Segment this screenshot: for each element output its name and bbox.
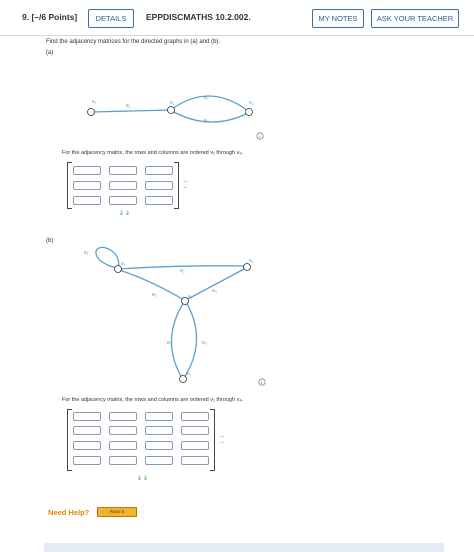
problem-code: EPPDISCMATHS 10.2.002. [146, 12, 251, 22]
edge-a-e1 [92, 110, 170, 112]
row-arrows-b[interactable]: → → [219, 433, 225, 445]
label-b-e6: e₆ [202, 340, 207, 346]
matrix-a-cell-2-1[interactable] [73, 181, 101, 190]
part-b-matrix-text: For the adjacency matrix, the rows and columns are ordered v₁ through v₄. [62, 397, 244, 403]
edge-a-e2 [172, 96, 248, 111]
matrix-b-cell-1-2[interactable] [109, 412, 137, 421]
graph-b-edges [96, 247, 246, 378]
graph-a-vertices [88, 107, 253, 116]
edge-b-e6 [184, 302, 197, 378]
footer-bar [44, 543, 444, 552]
details-button[interactable]: DETAILS [88, 9, 134, 28]
part-a-matrix-text: For the adjacency matrix, the rows and columns are ordered v₁ through v₃. [62, 150, 244, 156]
graph-b-labels [84, 250, 254, 377]
graph-b-vertices [115, 264, 251, 383]
matrix-b-cell-1-3[interactable] [145, 412, 173, 421]
label-a-e1: e₁ [126, 103, 131, 109]
label-a-e2: e₂ [204, 95, 209, 101]
matrix-a-cell-3-3[interactable] [145, 196, 173, 205]
matrix-a-cell-2-2[interactable] [109, 181, 137, 190]
part-a-label: (a) [46, 50, 54, 56]
svg-text:i: i [260, 380, 262, 385]
matrix-b-cell-4-2[interactable] [109, 456, 137, 465]
label-b-e3: e₃ [152, 292, 157, 298]
info-icon-b [259, 379, 265, 385]
question-number: 9. [–/6 Points] [22, 12, 78, 22]
matrix-a-left-bracket [67, 162, 72, 209]
edge-b-e1 [96, 247, 119, 268]
label-b-e5: e₅ [167, 340, 172, 346]
question-header [0, 0, 474, 36]
matrix-b-cell-3-3[interactable] [145, 441, 173, 450]
read-it-button[interactable]: Read It [97, 507, 137, 517]
matrix-b-cell-2-4[interactable] [181, 426, 209, 435]
matrix-a-cell-2-3[interactable] [145, 181, 173, 190]
graph-a-edges [92, 96, 248, 122]
matrix-a-cell-3-1[interactable] [73, 196, 101, 205]
need-help-label: Need Help? [48, 508, 90, 517]
my-notes-button[interactable]: MY NOTES [312, 9, 364, 28]
ask-your-teacher-button[interactable]: ASK YOUR TEACHER [371, 9, 459, 28]
vertex-b-v1 [115, 266, 122, 273]
svg-text:i: i [258, 134, 260, 139]
vertex-a-v3 [88, 109, 95, 116]
matrix-a [67, 162, 179, 209]
matrix-a-cell-1-1[interactable] [73, 166, 101, 175]
matrix-b-cell-1-4[interactable] [181, 412, 209, 421]
label-a-v3: v₃ [92, 99, 97, 105]
matrix-b-cell-2-2[interactable] [109, 426, 137, 435]
matrix-b-cell-4-3[interactable] [145, 456, 173, 465]
label-b-e4: e₄ [212, 288, 217, 294]
label-b-e2: e₂ [180, 268, 185, 274]
matrix-a-cell-1-2[interactable] [109, 166, 137, 175]
column-arrows-a[interactable]: ⇓⇓ [119, 211, 132, 217]
matrix-b-left-bracket [67, 409, 72, 471]
instruction-text: Find the adjacency matrices for the directed graphs in (a) and (b). [46, 39, 221, 45]
part-b-label: (b) [46, 238, 54, 244]
label-b-v3: v₃ [188, 294, 193, 300]
label-b-v4: v₄ [186, 371, 191, 377]
matrix-a-right-bracket [174, 162, 179, 209]
label-a-v2: v₂ [249, 100, 254, 106]
matrix-b-cell-1-1[interactable] [73, 412, 101, 421]
matrix-b-cell-4-1[interactable] [73, 456, 101, 465]
matrix-b-cell-2-3[interactable] [145, 426, 173, 435]
vertex-a-v1 [168, 107, 175, 114]
edge-b-e4 [186, 268, 246, 300]
vertex-b-v2 [244, 264, 251, 271]
matrix-b-right-bracket [210, 409, 215, 471]
label-a-e3: e₃ [204, 118, 209, 124]
matrix-b-cell-3-2[interactable] [109, 441, 137, 450]
column-arrows-b[interactable]: ⇓⇓ [137, 476, 150, 482]
edge-b-e3 [119, 270, 184, 300]
matrix-a-cell-3-2[interactable] [109, 196, 137, 205]
vertex-a-v2 [246, 109, 253, 116]
matrix-b [67, 409, 215, 471]
row-arrows-a[interactable]: → → [182, 178, 188, 190]
label-b-v2: v₂ [249, 258, 254, 264]
matrix-b-cell-3-4[interactable] [181, 441, 209, 450]
edge-a-e3 [172, 111, 248, 122]
edge-b-e2 [118, 266, 246, 269]
info-icon-a [257, 133, 263, 139]
matrix-b-cell-2-1[interactable] [73, 426, 101, 435]
matrix-b-cell-3-1[interactable] [73, 441, 101, 450]
graph-a-labels [92, 95, 254, 124]
label-a-v1: v₁ [170, 100, 175, 106]
label-b-e1: e₁ [84, 250, 89, 256]
label-b-v1: v₁ [121, 261, 126, 267]
matrix-b-cell-4-4[interactable] [181, 456, 209, 465]
edge-b-e5 [171, 302, 184, 378]
vertex-b-v4 [180, 376, 187, 383]
vertex-b-v3 [182, 298, 189, 305]
matrix-a-cell-1-3[interactable] [145, 166, 173, 175]
